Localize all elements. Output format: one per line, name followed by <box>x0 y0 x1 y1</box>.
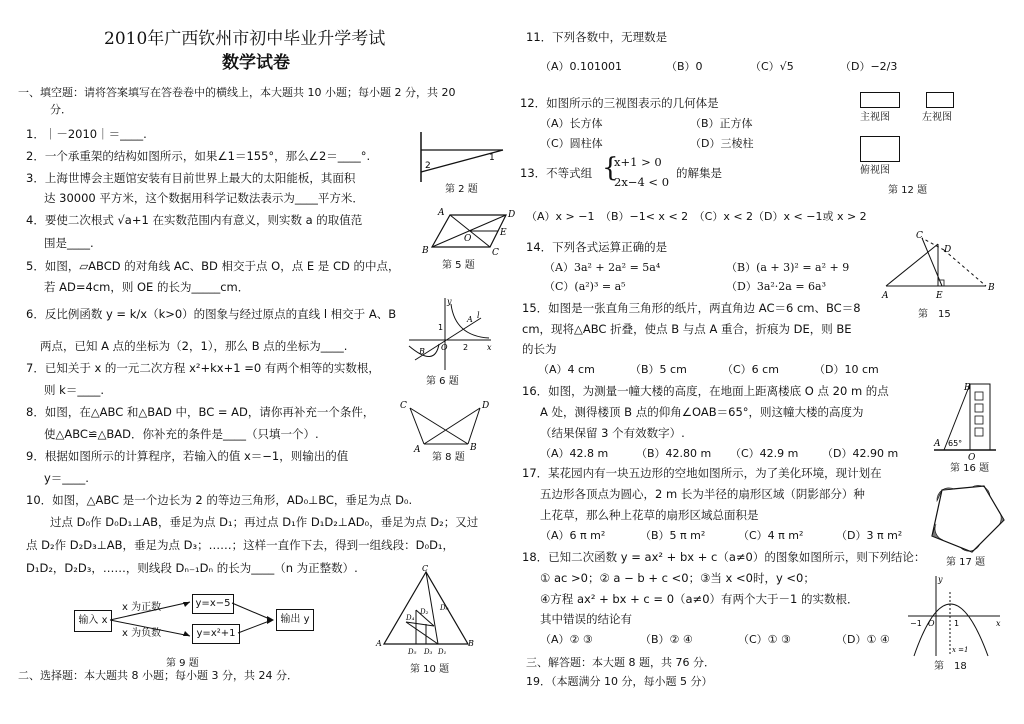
question-14: 14．下列各式运算正确的是 <box>526 240 668 254</box>
fig18-caption: 第 18 <box>934 661 967 672</box>
question-3: 3．上海世博会主题馆安装有目前世界上最大的太阳能板，其面积 <box>26 171 356 185</box>
svg-text:O: O <box>464 234 472 244</box>
q11-option-a: （A）0.101001 <box>540 60 623 73</box>
q16-option-c: （C）42.9 m <box>730 447 799 460</box>
exam-subtitle: 数学试卷 <box>222 53 290 73</box>
svg-text:C: C <box>916 231 923 241</box>
svg-text:O: O <box>928 619 935 628</box>
svg-text:C: C <box>422 564 429 573</box>
flow-input-box: 输入 x <box>74 610 112 632</box>
svg-text:D₅: D₅ <box>408 648 417 656</box>
figure-5 <box>420 207 520 257</box>
q11-option-b: （B）0 <box>666 60 703 73</box>
svg-text:B: B <box>468 639 474 648</box>
svg-text:A: A <box>414 445 421 455</box>
fig10-caption: 第 10 题 <box>410 664 450 675</box>
question-15-line3: 的长为 <box>522 342 557 356</box>
question-15: 15．如图是一张直角三角形的纸片，两直角边 AC＝6 cm、BC＝8 <box>522 301 861 315</box>
q13-options: （A）x > −1 （B）−1< x < 2 （C）x < 2（D）x < −1或 x > 2 <box>526 210 867 223</box>
flow-f2-box: y=x²+1 <box>192 624 240 644</box>
front-view-rect <box>860 92 900 108</box>
svg-text:65°: 65° <box>948 439 963 448</box>
figure-6 <box>405 296 495 374</box>
top-view-rect <box>860 136 900 162</box>
q12-option-d: （D）三棱柱 <box>690 137 754 150</box>
svg-text:x: x <box>487 343 492 352</box>
section2-heading: 二、选择题：本大题共 8 小题；每小题 3 分，共 24 分． <box>18 669 298 682</box>
q15-option-a: （A）4 cm <box>538 363 595 376</box>
question-1: 1．｜－2010｜＝____. <box>26 127 147 141</box>
question-8: 8．如图，在△ABC 和△BAD 中，BC = AD，请你再补充一个条件， <box>26 405 375 419</box>
question-17-line2: 五边形各顶点为圆心，2 m 长为半径的扇形区域（阴影部分）种 <box>540 487 865 501</box>
flow-output-box: 输出 y <box>276 609 314 631</box>
svg-text:E: E <box>500 228 507 238</box>
flow-f1-box: y=x−5 <box>192 594 234 614</box>
svg-text:B: B <box>988 283 995 293</box>
svg-text:D: D <box>508 210 516 220</box>
q14-option-b: （B）(a + 3)² = a² + 9 <box>726 261 850 274</box>
svg-text:l: l <box>477 311 480 320</box>
svg-text:1: 1 <box>954 619 960 628</box>
svg-text:O: O <box>968 453 976 463</box>
section1-heading: 一、填空题：请将答案填写在答卷卷中的横线上，本大题共 10 小题；每小题 2 分，共 20 <box>18 86 456 99</box>
question-6: 6．反比例函数 y = k/x（k>0）的图象与经过原点的直线 l 相交于 A、B <box>26 307 397 321</box>
q13-brace: { <box>602 153 619 183</box>
figure-18 <box>904 572 1004 660</box>
fig2-caption: 第 2 题 <box>445 184 478 195</box>
section1-heading-cont: 分． <box>50 103 72 116</box>
q16-option-b: （B）42.80 m <box>636 447 712 460</box>
svg-text:A: A <box>467 315 473 324</box>
question-10-line3: 点 D₂作 D₂D₃⊥AB，垂足为点 D₃；……；这样一直作下去，得到一组线段：D₀D₁， <box>26 538 455 552</box>
question-6-cont: 两点，已知 A 点的坐标为（2，1），那么 B 点的坐标为____. <box>40 339 348 353</box>
flow-positive-label: x 为正数 <box>122 602 162 613</box>
question-16-line2: A 处，测得楼顶 B 点的仰角∠OAB＝65°，则这幢大楼的高度为 <box>540 405 864 419</box>
question-9: 9．根据如图所示的计算程序，若输入的值 x＝−1，则输出的值 <box>26 449 349 463</box>
svg-text:D₀: D₀ <box>440 604 449 612</box>
svg-text:A: A <box>934 439 941 449</box>
svg-text:D₃: D₃ <box>424 648 433 656</box>
fig15-caption: 第 15 <box>918 309 951 320</box>
svg-text:y: y <box>447 297 452 306</box>
figure-10 <box>376 566 472 656</box>
svg-text:D: D <box>944 245 952 255</box>
q14-option-c: （C）(a²)³ = a⁵ <box>544 280 626 293</box>
question-16: 16．如图，为测量一幢大楼的高度，在地面上距离楼底 O 点 20 m 的点 <box>522 384 889 398</box>
svg-text:2: 2 <box>425 161 431 171</box>
question-11: 11．下列各数中，无理数是 <box>526 30 668 44</box>
figure-16 <box>930 378 1000 463</box>
question-19: 19．（本题满分 10 分，每小题 5 分） <box>526 675 713 688</box>
question-9-cont: y＝____. <box>44 471 89 485</box>
left-view-label: 左视图 <box>922 112 952 123</box>
front-view-label: 主视图 <box>860 112 890 123</box>
q14-option-a: （A）3a² + 2a² = 5a⁴ <box>544 261 661 274</box>
svg-text:D: D <box>482 401 490 411</box>
figure-8 <box>398 398 493 455</box>
svg-text:B: B <box>964 383 971 393</box>
q15-option-d: （D）10 cm <box>814 363 879 376</box>
question-15-line2: cm，现将△ABC 折叠，使点 B 与点 A 重合，折痕为 DE，则 BE <box>522 322 852 336</box>
question-13: 13．不等式组 <box>520 166 593 180</box>
q17-option-d: （D）3 π m² <box>836 529 903 542</box>
question-4-cont: 围是____. <box>44 236 94 250</box>
question-7-cont: 则 k＝____. <box>44 383 104 397</box>
question-5: 5．如图，▱ABCD 的对角线 AC、BD 相交于点 O，点 E 是 CD 的中点， <box>26 259 400 273</box>
figure-15 <box>882 230 1002 306</box>
flow-negative-label: x 为负数 <box>122 628 162 639</box>
exam-title: 2010年广西钦州市初中毕业升学考试 <box>104 29 386 49</box>
question-3-cont: 达 30000 平方米，这个数据用科学记数法表示为____平方米． <box>44 191 364 205</box>
svg-text:E: E <box>936 291 943 301</box>
q17-option-b: （B）5 π m² <box>640 529 706 542</box>
q16-option-a: （A）42.8 m <box>540 447 609 460</box>
q11-option-d: （D）−2/3 <box>840 60 898 73</box>
question-17: 17．某花园内有一块五边形的空地如图所示，为了美化环境，现计划在 <box>522 466 882 480</box>
svg-text:C: C <box>492 248 499 258</box>
svg-text:2: 2 <box>463 343 469 352</box>
svg-text:1: 1 <box>438 323 444 332</box>
figure-2 <box>415 128 510 186</box>
q14-option-d: （D）3a²·2a = 6a³ <box>726 280 827 293</box>
q13-tail: 的解集是 <box>676 166 722 180</box>
svg-text:D₁: D₁ <box>438 648 447 656</box>
svg-text:−1: −1 <box>910 619 922 628</box>
left-view-rect <box>926 92 954 108</box>
question-10-line4: D₁D₂，D₂D₃，……，则线段 Dₙ₋₁Dₙ 的长为____（n 为正整数）. <box>26 561 358 575</box>
q15-option-c: （C）6 cm <box>722 363 779 376</box>
fig5-caption: 第 5 题 <box>442 260 475 271</box>
flow-merge-arrows <box>232 598 278 642</box>
fig17-caption: 第 17 题 <box>946 557 986 568</box>
q13-inequality-2: 2x−4 < 0 <box>614 175 670 189</box>
svg-text:D₄: D₄ <box>406 614 415 622</box>
q18-option-d: （D）① ④ <box>836 633 890 646</box>
svg-text:A: A <box>438 208 445 218</box>
svg-text:D₂: D₂ <box>420 608 429 616</box>
q18-option-c: （C）① ③ <box>738 633 791 646</box>
fig6-caption: 第 6 题 <box>426 376 459 387</box>
question-5-cont: 若 AD=4cm，则 OE 的长为_____cm． <box>44 280 250 294</box>
svg-text:x =1: x =1 <box>952 646 969 654</box>
question-16-line3: （结果保留 3 个有效数字）. <box>540 426 685 440</box>
fig8-caption: 第 8 题 <box>432 452 465 463</box>
q13-inequality-1: x+1 > 0 <box>614 155 662 169</box>
svg-text:1: 1 <box>489 153 495 163</box>
svg-text:x: x <box>996 619 1001 628</box>
q18-option-a: （A）② ③ <box>540 633 593 646</box>
fig12-caption: 第 12 题 <box>888 185 928 196</box>
fig16-caption: 第 16 题 <box>950 463 990 474</box>
question-18-line3: ④方程 ax² + bx + c = 0（a≠0）有两个大于－1 的实数根． <box>540 592 859 606</box>
svg-text:B: B <box>422 246 429 256</box>
fig9-caption: 第 9 题 <box>166 658 199 669</box>
question-18-line2: ① ac >0；② a − b + c <0；③当 x <0时，y <0； <box>540 571 815 585</box>
q12-option-a: （A）长方体 <box>540 117 603 130</box>
question-10: 10．如图，△ABC 是一个边长为 2 的等边三角形，AD₀⊥BC，垂足为点 D₀. <box>26 493 413 507</box>
question-12: 12．如图所示的三视图表示的几何体是 <box>520 96 719 110</box>
svg-text:C: C <box>400 401 407 411</box>
svg-text:A: A <box>376 639 382 648</box>
figure-17 <box>920 480 1010 560</box>
question-18: 18．已知二次函数 y = ax² + bx + c（a≠0）的图象如图所示，则下列结论： <box>522 550 926 564</box>
svg-text:B: B <box>470 443 477 453</box>
svg-text:B: B <box>419 347 425 356</box>
question-2: 2．一个承重架的结构如图所示，如果∠1＝155°，那么∠2＝____°. <box>26 149 371 163</box>
q15-option-b: （B）5 cm <box>630 363 687 376</box>
section3-heading: 三、解答题：本大题 8 题，共 76 分． <box>526 656 715 669</box>
question-8-cont: 使△ABC≌△BAD．你补充的条件是____（只填一个）. <box>44 427 319 441</box>
q17-option-c: （C）4 π m² <box>738 529 804 542</box>
top-view-label: 俯视图 <box>860 165 890 176</box>
question-18-line4: 其中错误的结论有 <box>540 612 632 626</box>
q11-option-c: （C）√5 <box>750 60 794 73</box>
q12-option-c: （C）圆柱体 <box>540 137 603 150</box>
q16-option-d: （D）42.90 m <box>822 447 899 460</box>
question-7: 7．已知关于 x 的一元二次方程 x²+kx+1 =0 有两个相等的实数根， <box>26 361 380 375</box>
q12-option-b: （B）正方体 <box>690 117 753 130</box>
question-4: 4．要使二次根式 √a+1 在实数范围内有意义，则实数 a 的取值范 <box>26 213 363 227</box>
question-17-line3: 上花草，那么种上花草的扇形区域总面积是 <box>540 508 759 522</box>
svg-text:A: A <box>882 291 889 301</box>
svg-text:y: y <box>938 575 943 584</box>
question-10-line2: 过点 D₀作 D₀D₁⊥AB，垂足为点 D₁；再过点 D₁作 D₁D₂⊥AD₀，垂足为点 D₂；又过 <box>50 515 479 529</box>
q17-option-a: （A）6 π m² <box>540 529 606 542</box>
svg-text:O: O <box>441 343 448 352</box>
q18-option-b: （B）② ④ <box>640 633 693 646</box>
